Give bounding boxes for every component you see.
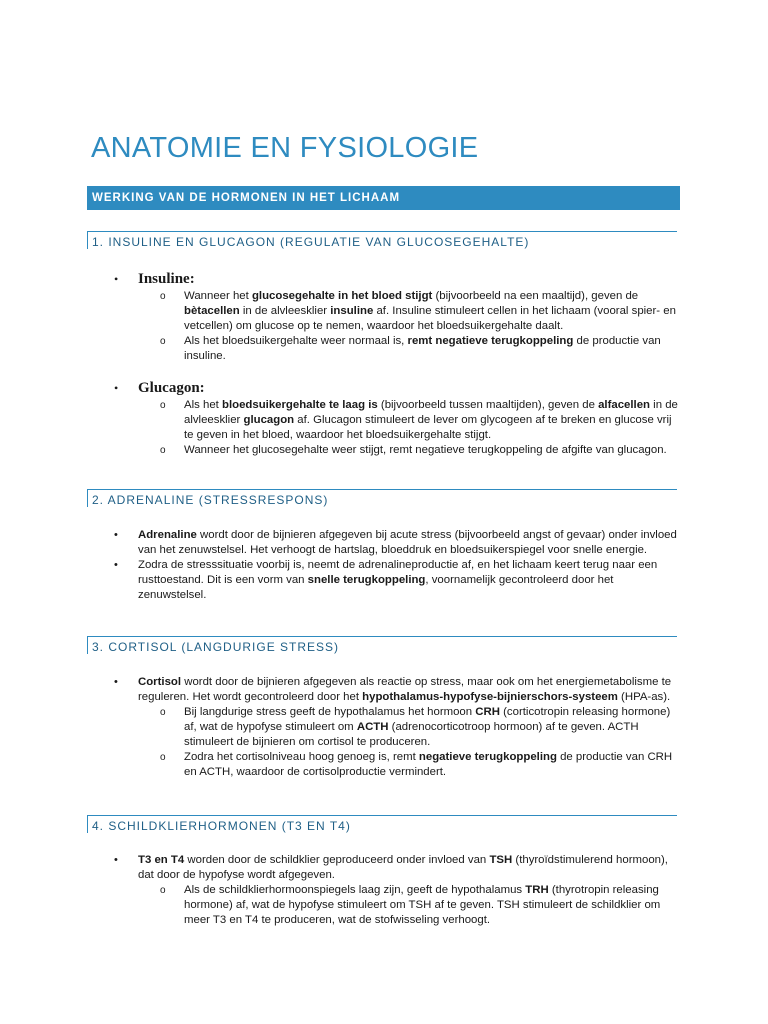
list-item	[0, 289, 678, 334]
list-item	[0, 443, 678, 458]
bold-term: glucagon	[243, 414, 295, 426]
list-item	[0, 675, 678, 705]
bold-term: negatieve terugkoppeling	[418, 751, 557, 763]
text-run: de productie van CRH en ACTH, waardoor de cortisolproductie vermindert.	[184, 751, 673, 778]
circle-bullet-icon: o	[160, 291, 166, 302]
bold-term: ACTH	[356, 721, 389, 733]
text-run: wordt door de bijnieren afgegeven bij acute stress (bijvoorbeeld angst of gevaar) onder invloed van het zenuwstelsel. Het verhoogt de hartslag, bloeddruk en bloedsuikerspiegel voor snelle energie.	[138, 529, 677, 556]
text-run: af. Insuline stimuleert cellen in het lichaam (vooral spier- en vetcellen) om glucose op te nemen, waardoor het bloedsuikergehalte daalt.	[184, 305, 676, 332]
section-3-body	[0, 675, 768, 780]
text-run: (bijvoorbeeld na een maaltijd), geven de	[432, 290, 639, 302]
circle-bullet-icon: o	[160, 752, 166, 763]
list-item	[0, 705, 678, 750]
bold-term: snelle terugkoppeling	[307, 574, 426, 586]
section-heading-2: 2. ADRENALINE (STRESSRESPONS)	[87, 489, 677, 507]
circle-bullet-icon: o	[160, 336, 166, 347]
page-title: ANATOMIE EN FYSIOLOGIE	[91, 132, 479, 164]
section-1-body	[0, 270, 768, 364]
bullet-icon: •	[114, 272, 119, 286]
text-run: Zodra de stresssituatie voorbij is, neemt de adrenalineproductie af, en het lichaam keert terug naar een rusttoestand. Dit is een vorm van	[138, 559, 658, 586]
text-run: Wanneer het glucosegehalte weer stijgt, remt negatieve terugkoppeling de afgifte van glucagon.	[184, 444, 667, 456]
section-heading-4: 4. SCHILDKLIERHORMONEN (T3 EN T4)	[87, 815, 677, 833]
list-item	[0, 750, 678, 780]
text-run: in de alvleesklier	[239, 305, 331, 317]
section-4-body	[0, 853, 768, 928]
text-run: (bijvoorbeeld tussen maaltijden), geven de	[377, 399, 599, 411]
text-run: worden door de schildklier geproduceerd onder invloed van	[184, 854, 490, 866]
section-heading-1: 1. INSULINE EN GLUCAGON (REGULATIE VAN GLUCOSEGEHALTE)	[87, 231, 677, 249]
bold-term: alfacellen	[598, 399, 651, 411]
bold-term: CRH	[475, 706, 500, 718]
bullet-icon: •	[114, 381, 119, 395]
text-run: de productie van insuline.	[184, 335, 661, 362]
bold-term: Cortisol	[138, 676, 182, 688]
bold-term: bètacellen	[184, 305, 240, 317]
bold-term: Adrenaline	[138, 529, 197, 541]
text-run: (corticotropin releasing hormone) af, wat de hypofyse stimuleert om	[184, 706, 671, 733]
list-item	[0, 558, 678, 603]
text-run: Als het	[184, 399, 222, 411]
text-run: , voornamelijk gecontroleerd door het zenuwstelsel.	[138, 574, 614, 601]
text-run: (HPA-as).	[617, 691, 671, 703]
circle-bullet-icon: o	[160, 707, 166, 718]
section-heading-3: 3. CORTISOL (LANGDURIGE STRESS)	[87, 636, 677, 654]
text-run: af. Glucagon stimuleert de lever om glycogeen af te breken en glucose vrij te geven in het bloed, waardoor het bloedsuikergehalte stijgt.	[184, 414, 672, 441]
text-run: wordt door de bijnieren afgegeven als reactie op stress, maar ook om het energiemetabolisme te reguleren. Het wordt gecontroleerd door het	[138, 676, 672, 703]
bold-term: glucosegehalte in het bloed stijgt	[251, 290, 433, 302]
insuline-heading: • Insuline:	[114, 271, 195, 287]
bold-term: TRH	[525, 884, 549, 896]
bold-term: T3 en T4	[138, 854, 185, 866]
list-item	[0, 334, 678, 364]
list-item	[0, 528, 678, 558]
circle-bullet-icon: o	[160, 445, 166, 456]
text-run: (thyroïdstimulerend hormoon), dat door de hypofyse wordt afgegeven.	[138, 854, 668, 881]
list-item	[0, 398, 678, 443]
bullet-icon: •	[114, 854, 118, 866]
bullet-icon: •	[114, 529, 118, 541]
bold-term: TSH	[489, 854, 513, 866]
text-run: (adrenocorticotroop hormoon) af te geven. ACTH stimuleert de bijnieren om cortisol te produceren.	[184, 721, 639, 748]
circle-bullet-icon: o	[160, 400, 166, 411]
section-banner: WERKING VAN DE HORMONEN IN HET LICHAAM	[87, 186, 680, 210]
bullet-icon: •	[114, 676, 118, 688]
glucagon-body	[0, 379, 768, 458]
bold-term: remt negatieve terugkoppeling	[407, 335, 574, 347]
bold-term: insuline	[330, 305, 374, 317]
section-2-body	[0, 528, 768, 603]
text-run: Bij langdurige stress geeft de hypothalamus het hormoon	[184, 706, 476, 718]
text-run: (thyrotropin releasing hormone) af, wat de hypofyse stimuleert om TSH af te geven. TSH stimuleert de schildklier om meer T3 en T4 te produceren, wat de stofwisseling verhoogt.	[184, 884, 661, 926]
text-run: Als de schildklierhormoonspiegels laag zijn, geeft de hypothalamus	[184, 884, 526, 896]
list-item	[0, 883, 678, 928]
text-run: Zodra het cortisolniveau hoog genoeg is, remt	[184, 751, 419, 763]
bold-term: hypothalamus-hypofyse-bijnierschors-systeem	[362, 691, 618, 703]
text-run: in de alvleesklier	[184, 399, 678, 426]
bullet-icon: •	[114, 559, 118, 571]
circle-bullet-icon: o	[160, 885, 166, 896]
text-run: Wanneer het	[184, 290, 252, 302]
glucagon-heading: • Glucagon:	[114, 380, 205, 396]
bold-term: bloedsuikergehalte te laag is	[222, 399, 378, 411]
list-item	[0, 853, 678, 883]
text-run: Als het bloedsuikergehalte weer normaal is,	[184, 335, 408, 347]
